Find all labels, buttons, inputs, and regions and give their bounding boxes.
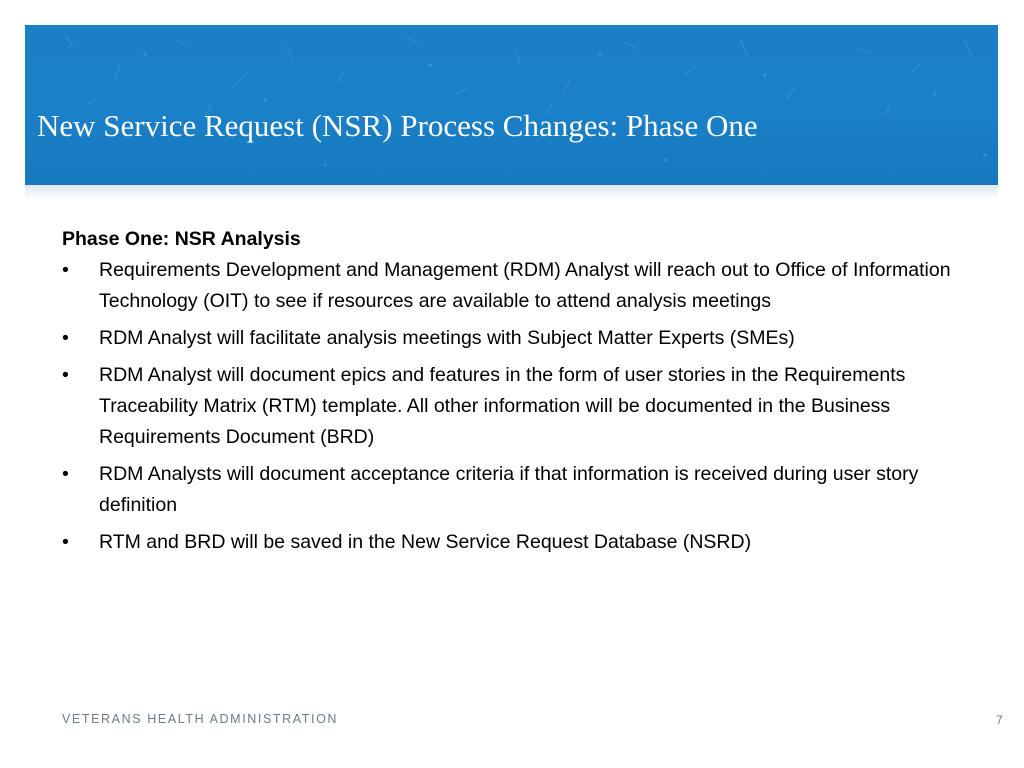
bullet-marker: •	[62, 531, 69, 553]
bullet-marker: •	[62, 463, 69, 485]
bullet-item	[62, 459, 962, 521]
bullet-item	[62, 255, 962, 317]
bullet-text: RDM Analyst will facilitate analysis meetings with Subject Matter Experts (SMEs)	[99, 327, 795, 349]
bullet-list	[62, 255, 962, 558]
bullet-marker: •	[62, 364, 69, 386]
bullet-text: RDM Analyst will document epics and features in the form of user stories in the Requirements Traceability Matrix (RTM) template. All other information will be documented in the Business Requirements Document (BRD)	[99, 364, 906, 448]
bullet-marker: •	[62, 259, 69, 281]
bullet-text: Requirements Development and Management (RDM) Analyst will reach out to Office of Information Technology (OIT) to see if resources are available to attend analysis meetings	[99, 259, 951, 312]
title-banner	[25, 25, 998, 185]
bullet-item	[62, 527, 962, 558]
banner-pattern	[25, 25, 998, 185]
bullet-item	[62, 323, 962, 354]
bullet-item	[62, 360, 962, 453]
slide-title: New Service Request (NSR) Process Changes: Phase One	[37, 108, 758, 143]
footer-organization: VETERANS HEALTH ADMINISTRATION	[62, 712, 339, 726]
slide-body	[62, 226, 962, 564]
page-number: 7	[996, 713, 1003, 727]
section-heading: Phase One: NSR Analysis	[62, 228, 301, 250]
bullet-text: RTM and BRD will be saved in the New Service Request Database (NSRD)	[99, 531, 752, 553]
bullet-text: RDM Analysts will document acceptance criteria if that information is received during user story definition	[99, 463, 919, 516]
bullet-marker: •	[62, 327, 69, 349]
banner-shadow	[25, 185, 998, 199]
